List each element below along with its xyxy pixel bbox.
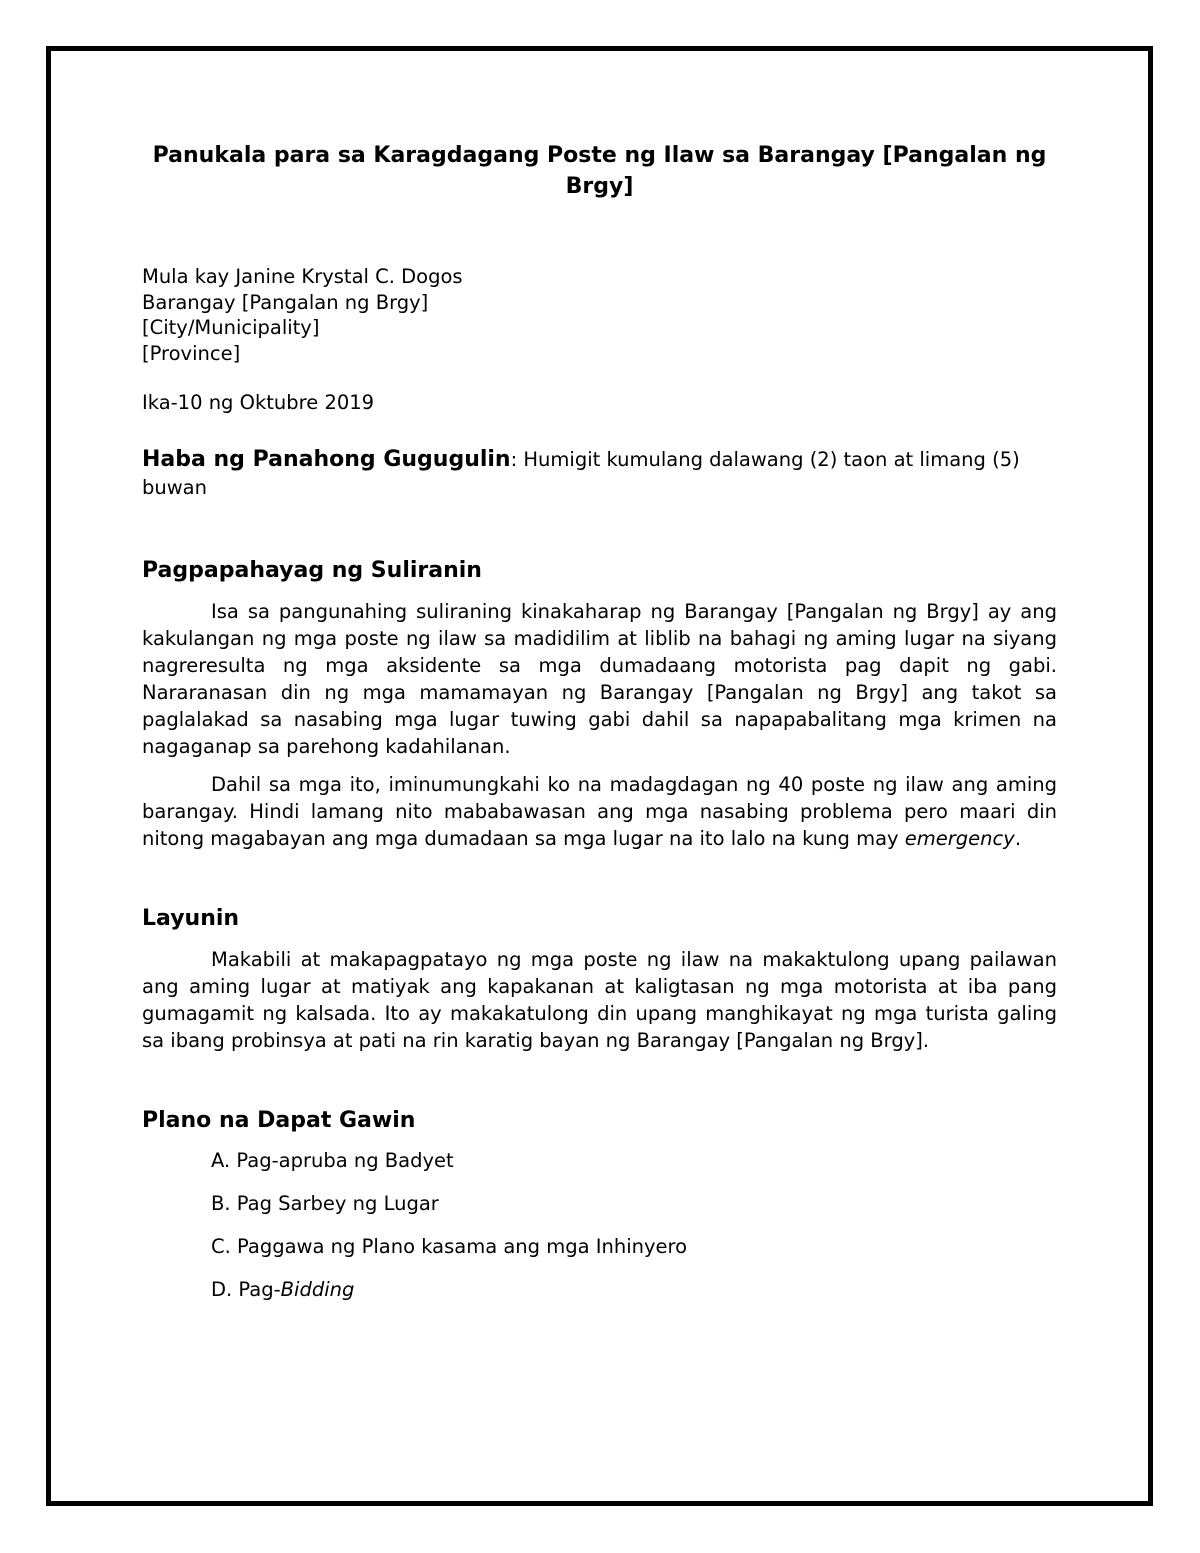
objective-paragraph: Makabili at makapagpatayo ng mga poste ng ilaw na makaktulong upang pailawan ang aming lugar at matiyak ang kapakanan at kaligtasan ng mga motorista at iba pang gumagamit ng kalsada. Ito ay makakatulong din upang manghikayat ng mga turista galing sa ibang probinsya at pati na rin karatig bayan ng Barangay [Pangalan ng Brgy]. xyxy=(142,947,1057,1052)
sender-block xyxy=(142,264,1057,366)
document-body xyxy=(142,140,1057,1320)
sender-province-line: [Province] xyxy=(142,341,241,365)
problem-paragraph-2 xyxy=(142,771,1057,852)
problem-paragraph-2-end: . xyxy=(1014,826,1022,850)
plan-heading: Plano na Dapat Gawin xyxy=(142,1107,416,1133)
document-title: Panukala para sa Karagdagang Poste ng Ilaw sa Barangay [Pangalan ng Brgy] xyxy=(152,143,1047,199)
problem-paragraph-2-text: Dahil sa mga ito, iminumungkahi ko na madagdagan ng 40 poste ng ilaw ang aming barangay. Hindi lamang nito mababawasan ang mga nasabing problema pero maari din nitong magabayan ang mga dumadaan sa mga lugar na ito lalo na kung may xyxy=(142,772,1057,850)
sender-name-line: Mula kay Janine Krystal C. Dogos xyxy=(142,265,463,288)
plan-list xyxy=(142,1148,1057,1302)
objective-heading: Layunin xyxy=(142,905,240,931)
plan-item-d-prefix: D. Pag- xyxy=(211,1277,281,1301)
sender-city-line: [City/Municipality] xyxy=(142,316,320,339)
duration-line xyxy=(142,446,1057,502)
document-date: Ika-10 ng Oktubre 2019 xyxy=(142,391,375,414)
problem-paragraph-1: Isa sa pangunahing suliraning kinakaharap ng Barangay [Pangalan ng Brgy] ay ang kakulangan ng mga poste ng ilaw sa madidilim at liblib na bahagi ng aming lugar na siyang nagreresulta ng mga aksidente sa mga dumadaang motorista pag dapit ng gabi. Nararanasan din ng mga mamamayan ng Barangay [Pangalan ng Brgy] ang takot sa paglalakad sa nasabing mga lugar tuwing gabi dahil sa napapabalitang mga krimen na nagaganap sa parehong kadahilanan. xyxy=(142,599,1057,758)
plan-item-b: B. Pag Sarbey ng Lugar xyxy=(211,1191,439,1215)
emergency-italic-word: emergency xyxy=(904,826,1015,850)
plan-item-d xyxy=(211,1277,1057,1302)
duration-label: Haba ng Panahong Gugugulin xyxy=(142,446,511,472)
problem-heading: Pagpapahayag ng Suliranin xyxy=(142,557,482,583)
sender-barangay-line: Barangay [Pangalan ng Brgy] xyxy=(142,290,429,314)
plan-item-d-italic: Bidding xyxy=(280,1277,355,1301)
duration-separator: : xyxy=(510,447,518,471)
duration-value: Humigit kumulang dalawang (2) taon at limang (5) buwan xyxy=(142,447,1020,499)
plan-item-c: C. Paggawa ng Plano kasama ang mga Inhinyero xyxy=(211,1234,688,1258)
plan-item-a: A. Pag-apruba ng Badyet xyxy=(211,1148,454,1172)
